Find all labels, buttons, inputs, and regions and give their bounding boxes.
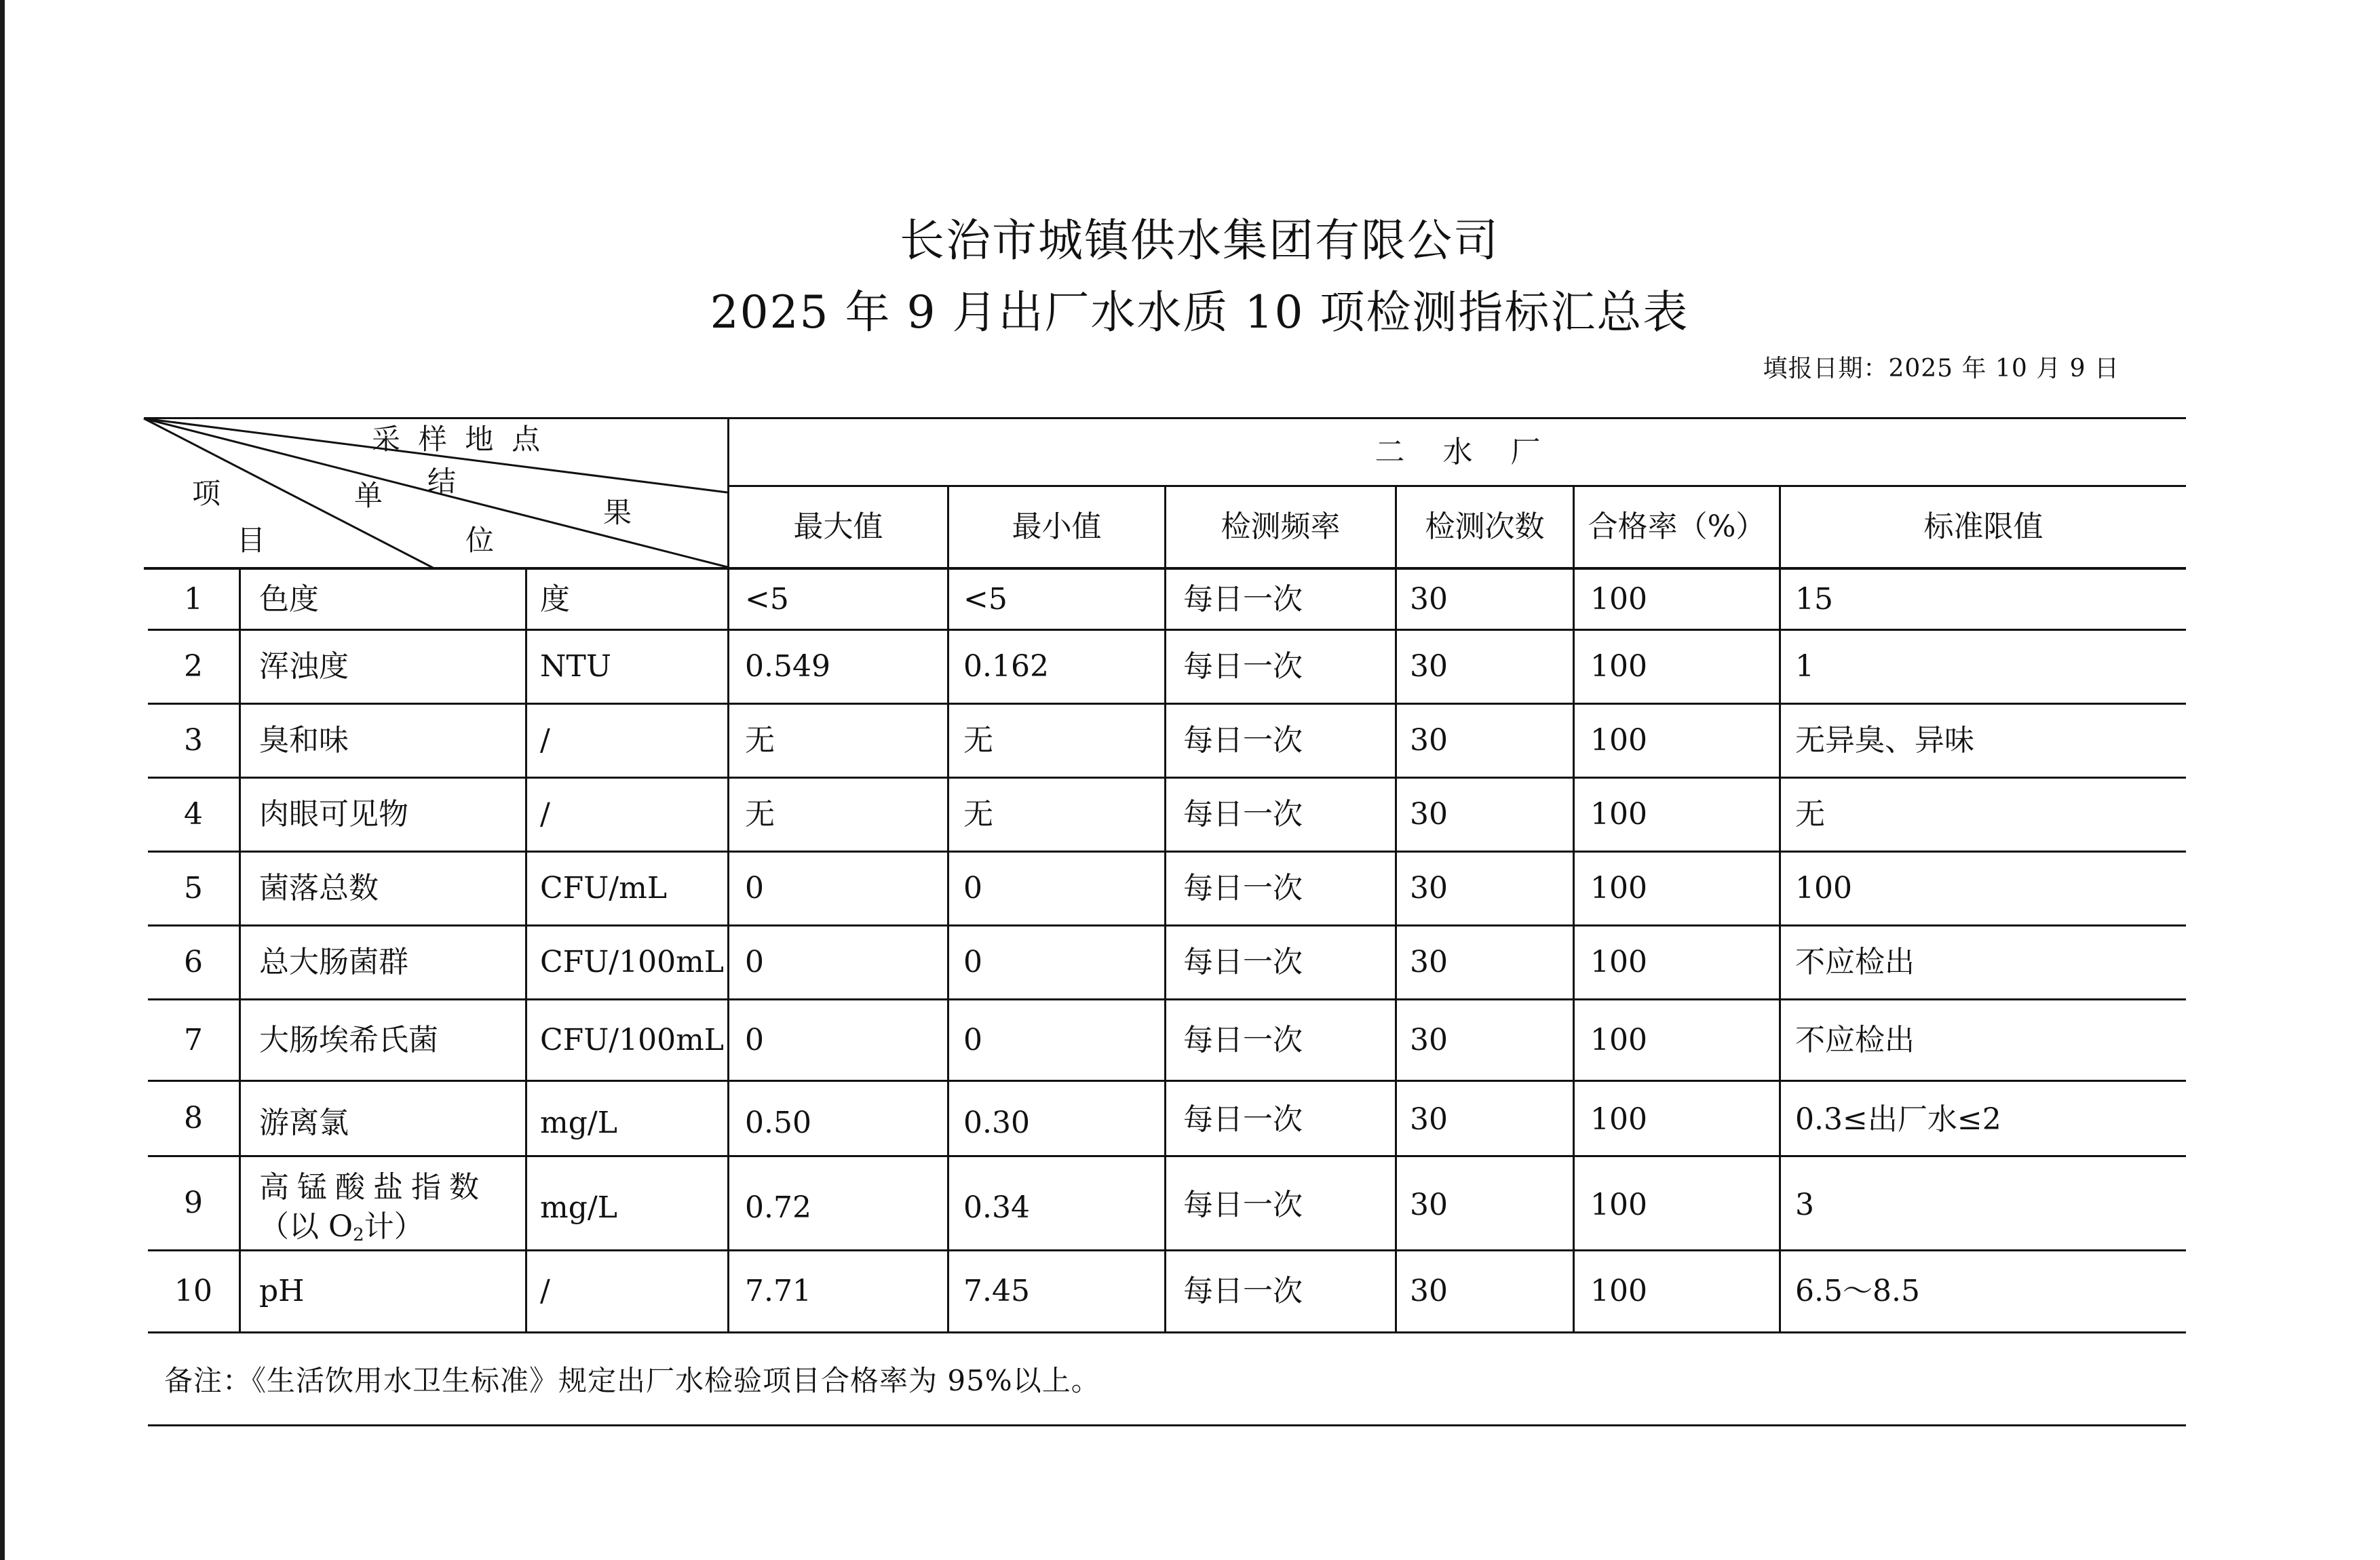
row-8-min: 0.30	[963, 1106, 1030, 1140]
row-8-rate: 100	[1590, 1102, 1647, 1137]
col-rule-max	[947, 486, 949, 1332]
row-2-limit: 1	[1795, 649, 1814, 684]
row-7-unit: CFU/100mL	[540, 1022, 725, 1057]
row-9-limit: 3	[1795, 1188, 1814, 1222]
row-7-min: 0	[963, 1022, 982, 1057]
corner-sampling-site: 采 样 地 点	[372, 423, 541, 456]
row-3-count: 30	[1410, 723, 1448, 758]
row-9-count: 30	[1410, 1188, 1448, 1222]
corner-result: 结	[427, 465, 457, 498]
row-5-rate: 100	[1590, 871, 1647, 905]
row-2-freq: 每日一次	[1183, 649, 1303, 684]
row-2-max: 0.549	[745, 649, 830, 684]
row-4-no: 4	[184, 797, 203, 832]
row-10-count: 30	[1410, 1274, 1448, 1308]
row-8-no: 8	[184, 1101, 203, 1135]
report-title: 2025 年 9 月出厂水水质 10 项检测指标汇总表	[710, 286, 1689, 338]
col-rule-count	[1573, 486, 1575, 1332]
plant-header: 二 水 厂	[1375, 434, 1541, 469]
row-6-unit: CFU/100mL	[540, 945, 725, 979]
row-3-no: 3	[184, 723, 203, 758]
col-rule-no	[239, 568, 241, 1332]
row-6-min: 0	[963, 945, 982, 979]
row-7-count: 30	[1410, 1022, 1448, 1057]
row-3-limit: 无异臭、异味	[1795, 723, 1974, 758]
row-9-rate: 100	[1590, 1188, 1647, 1222]
row-5-count: 30	[1410, 871, 1448, 905]
row-6-rate: 100	[1590, 945, 1647, 979]
col-rule-item	[525, 568, 527, 1332]
row-5-min: 0	[963, 871, 982, 905]
fill-date: 填报日期：2025 年 10 月 9 日	[1763, 355, 2119, 383]
row-4-min: 无	[963, 797, 993, 832]
row-10-freq: 每日一次	[1183, 1274, 1303, 1308]
row-6-max: 0	[745, 945, 764, 979]
row-2-min: 0.162	[963, 649, 1049, 684]
row-1-no: 1	[184, 581, 203, 617]
row-6-limit: 不应检出	[1795, 945, 1915, 979]
row-1-rate: 100	[1590, 581, 1647, 617]
row-4-unit: /	[540, 797, 550, 832]
company-title: 长治市城镇供水集团有限公司	[900, 214, 1499, 267]
col-rule-freq	[1395, 486, 1397, 1332]
row-1-limit: 15	[1795, 581, 1833, 617]
row-7-freq: 每日一次	[1183, 1022, 1303, 1057]
row-4-rate: 100	[1590, 797, 1647, 832]
row-4-freq: 每日一次	[1183, 797, 1303, 832]
corner-item: 项	[192, 477, 221, 510]
corner-item-2: 目	[237, 524, 266, 557]
row-6-freq: 每日一次	[1183, 945, 1303, 979]
row-5-item: 菌落总数	[259, 871, 379, 905]
row-10-min: 7.45	[963, 1274, 1030, 1308]
col-header-rate: 合格率（%）	[1588, 509, 1766, 544]
row-2-item: 浑浊度	[259, 649, 349, 684]
row-8-unit: mg/L	[540, 1106, 617, 1140]
footnote: 备注：《生活饮用水卫生标准》规定出厂水检验项目合格率为 95%以上。	[164, 1364, 1100, 1397]
row-1-unit: 度	[540, 581, 570, 617]
row-3-item: 臭和味	[259, 723, 349, 758]
row-6-item: 总大肠菌群	[259, 945, 408, 979]
corner-result-2: 果	[603, 496, 632, 529]
row-5-limit: 100	[1795, 871, 1852, 905]
col-header-limit: 标准限值	[1923, 509, 2043, 544]
row-9-item-line2	[259, 1207, 510, 1255]
rule-row-1	[148, 629, 2186, 631]
row-2-count: 30	[1410, 649, 1448, 684]
row-9-freq: 每日一次	[1183, 1188, 1303, 1222]
row-2-unit: NTU	[540, 649, 611, 684]
row-1-freq: 每日一次	[1183, 581, 1303, 617]
col-header-freq: 检测频率	[1221, 509, 1341, 544]
row-9-item-line2-b: 计）	[364, 1209, 424, 1244]
row-1-item: 色度	[259, 581, 319, 617]
corner-unit: 单	[354, 479, 383, 512]
row-6-no: 6	[184, 945, 203, 979]
col-header-max: 最大值	[793, 509, 883, 544]
row-10-rate: 100	[1590, 1274, 1647, 1308]
row-10-limit: 6.5～8.5	[1795, 1274, 1920, 1308]
row-9-item-line2-sub: 2	[353, 1225, 364, 1245]
row-7-no: 7	[184, 1022, 203, 1057]
row-1-count: 30	[1410, 581, 1448, 617]
row-2-rate: 100	[1590, 649, 1647, 684]
row-10-no: 10	[174, 1274, 212, 1308]
row-9-item-line2-a: （以 O	[259, 1209, 353, 1244]
row-7-limit: 不应检出	[1795, 1022, 1915, 1057]
rule-row-4	[148, 851, 2186, 853]
row-3-max: 无	[745, 723, 775, 758]
row-4-limit: 无	[1795, 797, 1825, 832]
row-3-freq: 每日一次	[1183, 723, 1303, 758]
rule-note-bottom	[148, 1424, 2186, 1426]
row-3-rate: 100	[1590, 723, 1647, 758]
row-1-max: <5	[745, 581, 789, 617]
row-3-unit: /	[540, 723, 550, 758]
rule-table-bottom	[148, 1331, 2186, 1333]
row-9-no: 9	[184, 1186, 203, 1220]
corner-unit-2: 位	[465, 524, 495, 557]
rule-row-3	[148, 777, 2186, 779]
row-9-item	[259, 1168, 510, 1255]
row-9-item-line1: 高锰酸盐指数	[259, 1170, 487, 1205]
row-8-freq: 每日一次	[1183, 1102, 1303, 1137]
row-9-unit: mg/L	[540, 1190, 617, 1225]
row-7-max: 0	[745, 1022, 764, 1057]
col-rule-rate	[1779, 486, 1781, 1332]
row-5-unit: CFU/mL	[540, 871, 668, 905]
row-1-min: <5	[963, 581, 1007, 617]
row-7-item: 大肠埃希氏菌	[259, 1022, 438, 1057]
row-10-unit: /	[540, 1274, 550, 1308]
row-8-max: 0.50	[745, 1106, 811, 1140]
row-9-max: 0.72	[745, 1190, 811, 1225]
row-5-freq: 每日一次	[1183, 871, 1303, 905]
row-5-no: 5	[184, 871, 203, 905]
col-header-count: 检测次数	[1425, 509, 1545, 544]
row-9-min: 0.34	[963, 1190, 1030, 1225]
row-6-count: 30	[1410, 945, 1448, 979]
row-4-item: 肉眼可见物	[259, 797, 408, 832]
col-rule-min	[1164, 486, 1166, 1332]
row-7-rate: 100	[1590, 1022, 1647, 1057]
row-10-max: 7.71	[745, 1274, 811, 1308]
col-header-min: 最小值	[1012, 509, 1102, 544]
row-8-limit: 0.3≤出厂水≤2	[1795, 1102, 2001, 1137]
row-4-count: 30	[1410, 797, 1448, 832]
row-5-max: 0	[745, 871, 764, 905]
row-2-no: 2	[184, 649, 203, 684]
row-8-item: 游离氯	[259, 1106, 349, 1140]
row-8-count: 30	[1410, 1102, 1448, 1137]
row-3-min: 无	[963, 723, 993, 758]
row-10-item: pH	[259, 1274, 305, 1308]
row-4-max: 无	[745, 797, 775, 832]
